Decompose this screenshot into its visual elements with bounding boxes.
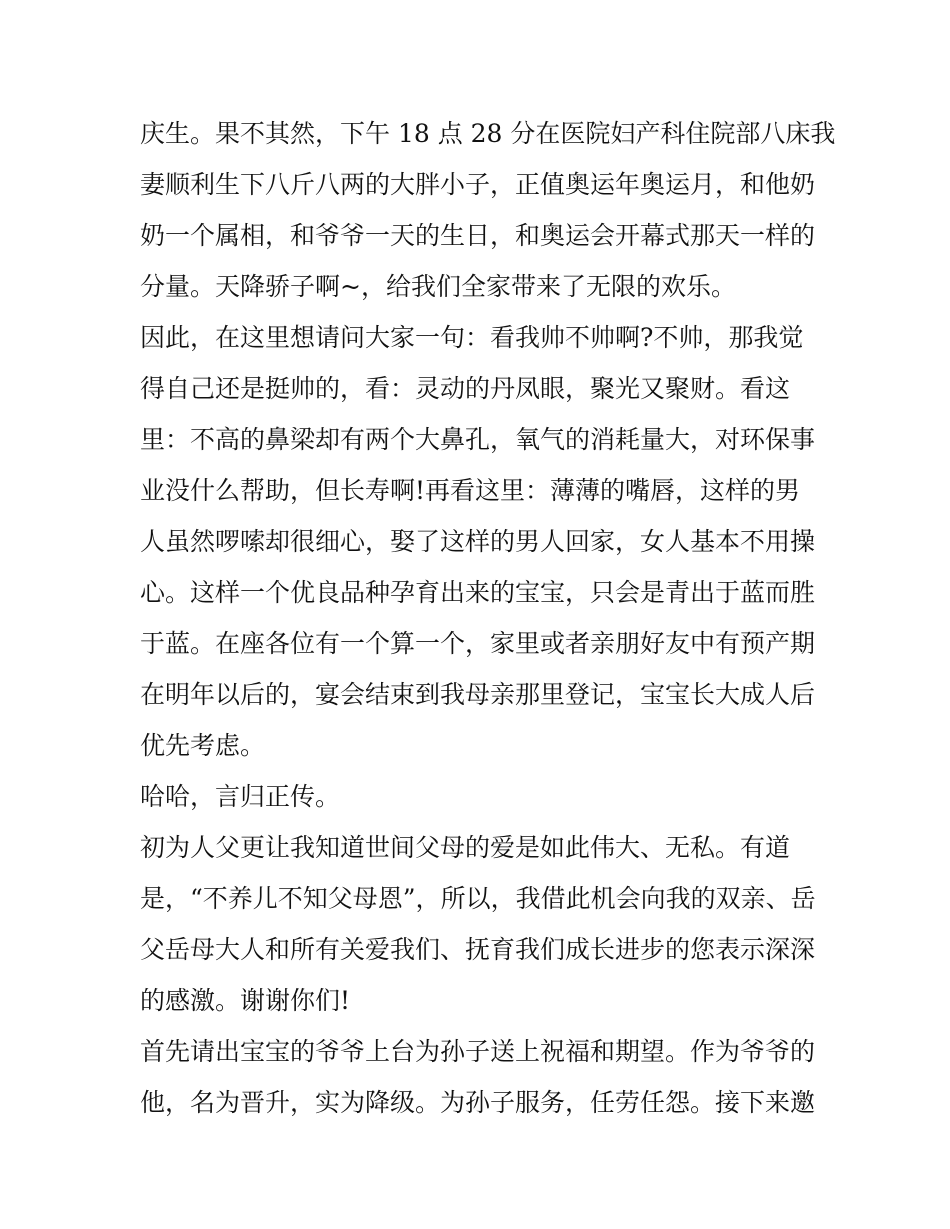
- text-line: 妻顺利生下八斤八两的大胖小子，正值奥运年奥运月，和他奶: [140, 170, 816, 199]
- text-line: 于蓝。在座各位有一个算一个，家里或者亲朋好友中有预产期: [140, 629, 816, 658]
- text-line: 分量。天降骄子啊~，给我们全家带来了无限的欢乐。: [140, 272, 736, 301]
- text-line: 心。这样一个优良品种孕育出来的宝宝，只会是青出于蓝而胜: [140, 578, 816, 607]
- text-line: 哈哈，言归正传。: [140, 782, 341, 811]
- text-line: 初为人父更让我知道世间父母的爱是如此伟大、无私。有道: [140, 833, 791, 862]
- text-line: 在明年以后的，宴会结束到我母亲那里登记，宝宝长大成人后: [140, 680, 816, 709]
- text-line: 的感激。谢谢你们!: [140, 986, 351, 1015]
- text-line: 因此，在这里想请问大家一句：看我帅不帅啊?不帅，那我觉: [140, 323, 804, 352]
- text-line: 业没什么帮助，但长寿啊!再看这里：薄薄的嘴唇，这样的男: [140, 476, 801, 505]
- text-line: 庆生。果不其然，下午 18 点 28 分在医院妇产科住院部八床我: [140, 119, 836, 148]
- text-line: 得自己还是挺帅的，看：灵动的丹凤眼，聚光又聚财。看这: [140, 374, 791, 403]
- text-line: 是，“不养儿不知父母恩”，所以，我借此机会向我的双亲、岳: [140, 884, 816, 913]
- document-body: [140, 108, 836, 1128]
- text-line: 里：不高的鼻梁却有两个大鼻孔，氧气的消耗量大，对环保事: [140, 425, 816, 454]
- text-line: 父岳母大人和所有关爱我们、抚育我们成长进步的您表示深深: [140, 935, 816, 964]
- text-line: 首先请出宝宝的爷爷上台为孙子送上祝福和期望。作为爷爷的: [140, 1037, 816, 1066]
- text-line: 优先考虑。: [140, 731, 266, 760]
- text-line: 他，名为晋升，实为降级。为孙子服务，任劳任怨。接下来邀: [140, 1088, 816, 1117]
- text-line: 人虽然啰嗦却很细心，娶了这样的男人回家，女人基本不用操: [140, 527, 816, 556]
- text-line: 奶一个属相，和爷爷一天的生日，和奥运会开幕式那天一样的: [140, 221, 816, 250]
